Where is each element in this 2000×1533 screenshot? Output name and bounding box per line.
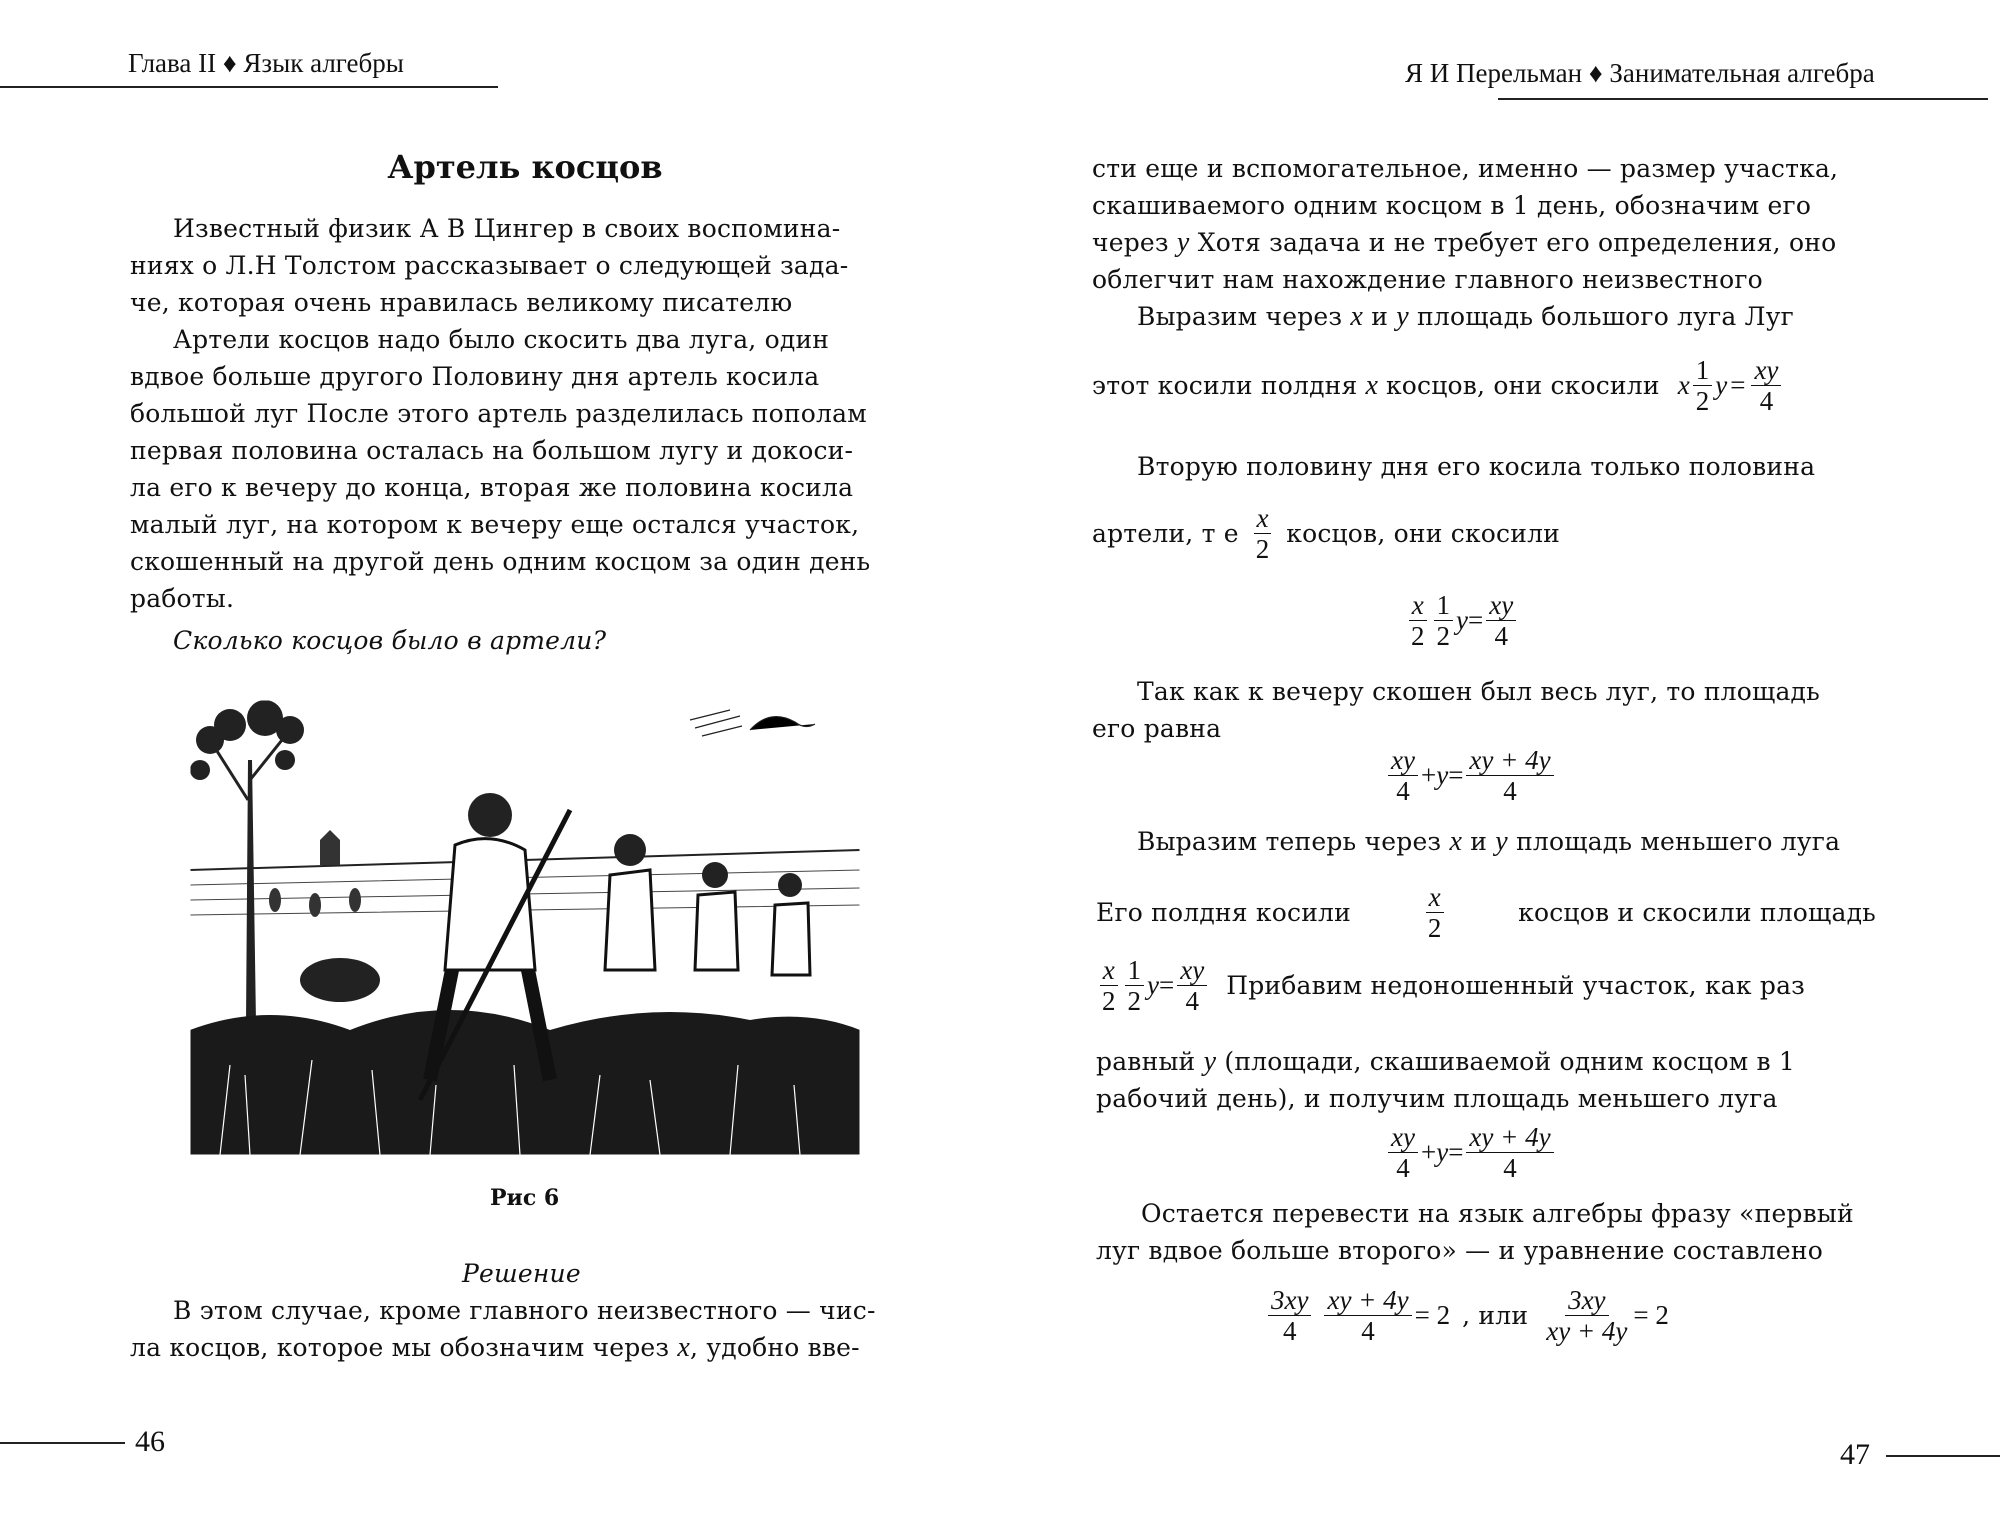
denominator: 4	[1494, 621, 1508, 651]
denominator: 2	[1436, 621, 1450, 651]
intro-line: че, которая очень нравилась великому писателю	[130, 288, 793, 317]
equals-two: = 2	[1633, 1300, 1669, 1330]
fraction-xy4y-over-4	[1466, 745, 1553, 806]
numerator: x	[1409, 590, 1427, 621]
text: Хотя задача и не требует его определения, оно	[1197, 228, 1837, 257]
denominator: 2	[1102, 986, 1116, 1016]
denominator: 2	[1411, 621, 1425, 651]
equals-sign: =	[1467, 605, 1484, 635]
numerator: 1	[1434, 590, 1454, 621]
numerator: xy + 4y	[1466, 745, 1553, 776]
text: ла косцов, которое мы обозначим через	[130, 1333, 670, 1362]
text: Выразим теперь через	[1137, 827, 1442, 856]
variable-x: x	[1350, 301, 1364, 332]
intro-line: малый луг, на котором к вечеру еще остался участок,	[130, 510, 860, 539]
math-y: y	[1147, 970, 1159, 1000]
equals-sign: =	[1730, 370, 1746, 400]
denominator: 4	[1185, 986, 1199, 1016]
denominator: 4	[1503, 776, 1517, 806]
fraction-x-over-2	[1425, 882, 1445, 943]
fraction-one-half	[1693, 355, 1713, 416]
variable-x: x	[1449, 826, 1463, 857]
text-line: Вторую половину дня его косила только половина	[1137, 452, 1816, 481]
figure-caption: Рис 6	[490, 1185, 560, 1211]
article-title: Артель косцов	[387, 148, 663, 186]
left-footer-rule	[0, 1442, 125, 1444]
variable-y: y	[1176, 227, 1190, 258]
math-y: y	[1456, 605, 1468, 635]
intro-line: скошенный на другой день одним косцом за один день	[130, 547, 871, 576]
text: через	[1092, 228, 1169, 257]
mowers-illustration	[190, 700, 860, 1155]
solution-line	[130, 1329, 860, 1366]
left-header-rule	[0, 86, 498, 88]
fraction-xy-over-4	[1177, 955, 1207, 1016]
right-header-rule	[1498, 98, 1988, 100]
intro-line: Артели косцов надо было скосить два луга, один	[173, 325, 830, 354]
math-y: y	[1715, 370, 1728, 400]
equals-two: = 2	[1414, 1300, 1451, 1330]
fraction-3xy-over-4	[1268, 1285, 1311, 1346]
math-y: y	[1436, 1137, 1449, 1167]
fraction-xy4y-over-4	[1466, 1122, 1553, 1183]
text-line: Так как к вечеру скошен был весь луг, то площадь	[1137, 677, 1820, 706]
text: косцов, они скосили	[1385, 371, 1660, 400]
numerator: 1	[1125, 955, 1145, 986]
equation-centered	[1405, 590, 1519, 651]
denominator: 2	[1127, 986, 1141, 1016]
numerator: x	[1100, 955, 1118, 986]
variable-x: x	[677, 1332, 691, 1363]
equation-line	[1092, 503, 1560, 564]
denominator: 4	[1396, 1153, 1410, 1183]
question: Сколько косцов было в артели?	[173, 626, 607, 655]
numerator: xy + 4y	[1324, 1285, 1411, 1316]
fraction-x-over-2	[1099, 955, 1119, 1016]
variable-y: y	[1396, 301, 1409, 332]
denominator: 4	[1361, 1316, 1375, 1346]
intro-line: вдвое больше другого Половину дня артель косила	[130, 362, 820, 391]
final-equation	[1265, 1285, 1669, 1346]
text-ili: , или	[1462, 1301, 1529, 1330]
text: косцов, они скосили	[1286, 519, 1561, 548]
right-page	[1000, 0, 2000, 1533]
denominator: 2	[1427, 913, 1442, 943]
solution-heading: Решение	[462, 1259, 581, 1288]
plus-sign: +	[1420, 1137, 1437, 1167]
numerator: xy + 4y	[1466, 1122, 1553, 1153]
fraction-one-half	[1434, 590, 1454, 651]
math-x: x	[1677, 370, 1690, 400]
text: (площади, скашиваемой одним косцом в 1	[1224, 1047, 1796, 1076]
text-line: скашиваемого одним косцом в 1 день, обозначим его	[1092, 191, 1812, 220]
variable-y: y	[1495, 826, 1508, 857]
equals-sign: =	[1158, 970, 1175, 1000]
numerator: x	[1254, 503, 1272, 534]
denominator: 4	[1759, 386, 1774, 416]
numerator: 3xy	[1268, 1285, 1311, 1316]
denominator: xy + 4y	[1546, 1316, 1628, 1346]
text: площадь большого луга Луг	[1417, 302, 1794, 331]
fraction-xy4y-over-4	[1324, 1285, 1411, 1346]
denominator: 2	[1255, 534, 1270, 564]
fraction-xy-over-4	[1388, 1122, 1418, 1183]
variable-x: x	[1365, 369, 1378, 401]
text: равный	[1096, 1047, 1196, 1076]
numerator: xy	[1388, 745, 1418, 776]
numerator: 1	[1693, 355, 1713, 386]
fraction-xy-over-4	[1751, 355, 1781, 416]
numerator: x	[1426, 882, 1444, 913]
equation-line	[1096, 955, 1805, 1016]
fraction-x-over-2	[1253, 503, 1273, 564]
numerator: 3xy	[1565, 1285, 1608, 1316]
text: Выразим через	[1137, 302, 1343, 331]
intro-line: первая половина осталась на большом лугу и докоси-	[130, 436, 854, 465]
intro-line: работы.	[130, 584, 235, 613]
intro-line: Известный физик А В Цингер в своих воспомина-	[173, 214, 841, 243]
fraction-xy-over-4	[1486, 590, 1516, 651]
right-page-number: 47	[1840, 1438, 1870, 1471]
text-line	[1137, 298, 1794, 335]
text: этот косили полдня	[1092, 371, 1358, 400]
plus-sign: +	[1420, 760, 1437, 790]
text: и	[1470, 827, 1488, 856]
denominator: 2	[1695, 386, 1710, 416]
fraction-x-over-2	[1408, 590, 1428, 651]
equation-line	[1092, 355, 1784, 416]
math-y: y	[1436, 760, 1449, 790]
right-footer-rule	[1886, 1455, 2000, 1457]
numerator: xy	[1486, 590, 1516, 621]
text-line: сти еще и вспомогательное, именно — размер участка,	[1092, 154, 1839, 183]
text: площадь меньшего луга	[1516, 827, 1841, 856]
left-page-number: 46	[135, 1425, 165, 1458]
denominator: 4	[1503, 1153, 1517, 1183]
text-line: рабочий день), и получим площадь меньшего луга	[1096, 1084, 1778, 1113]
text: артели, т е	[1092, 519, 1239, 548]
text: и	[1371, 302, 1389, 331]
equation-line	[1096, 882, 1876, 943]
equals-sign: =	[1448, 760, 1464, 790]
text-line: Остается перевести на язык алгебры фразу «первый	[1141, 1199, 1854, 1228]
equation-centered	[1385, 745, 1557, 806]
right-running-head: Я И Перельман ♦ Занимательная алгебра	[1405, 58, 1875, 88]
fraction-3xy-over-xy4y	[1543, 1285, 1630, 1346]
denominator: 4	[1282, 1316, 1297, 1346]
intro-line: ла его к вечеру до конца, вторая же половина косила	[130, 473, 854, 502]
text: Его полдня косили	[1096, 898, 1351, 927]
fraction-one-half	[1125, 955, 1145, 1016]
equation-centered	[1385, 1122, 1557, 1183]
left-running-head: Глава II ♦ Язык алгебры	[128, 48, 404, 78]
numerator: xy	[1177, 955, 1207, 986]
text: , удобно вве-	[690, 1333, 860, 1362]
intro-line: ниях о Л.Н Толстом рассказывает о следующей зада-	[130, 251, 849, 280]
numerator: xy	[1751, 355, 1781, 386]
text-line: луг вдвое больше второго» — и уравнение составлено	[1096, 1236, 1823, 1265]
text: косцов и скосили площадь	[1518, 898, 1876, 927]
equals-sign: =	[1448, 1137, 1464, 1167]
text: Прибавим недоношенный участок, как раз	[1226, 971, 1806, 1000]
text-line: облегчит нам нахождение главного неизвестного	[1092, 265, 1763, 294]
text-line: его равна	[1092, 714, 1222, 743]
intro-line: большой луг После этого артель разделилась пополам	[130, 399, 867, 428]
variable-y: y	[1203, 1046, 1217, 1077]
numerator: xy	[1388, 1122, 1418, 1153]
text-line	[1137, 823, 1840, 860]
solution-line: В этом случае, кроме главного неизвестного — чис-	[173, 1296, 876, 1325]
text-line	[1092, 224, 1836, 261]
text-line	[1096, 1043, 1795, 1080]
denominator: 4	[1396, 776, 1410, 806]
fraction-xy-over-4	[1388, 745, 1418, 806]
